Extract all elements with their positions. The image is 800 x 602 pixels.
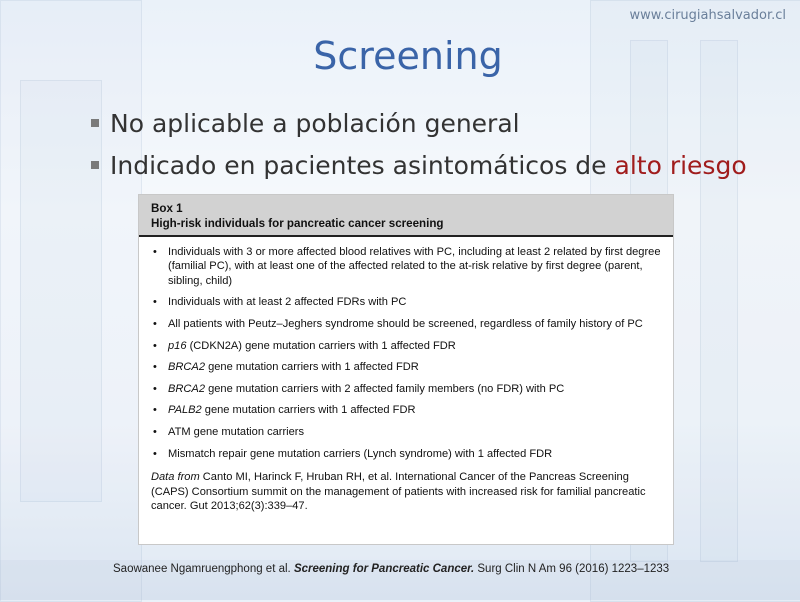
item-text: gene mutation carriers with 1 affected FDR [205,361,419,374]
gene-name: PALB2 [168,404,202,417]
source-text: Canto MI, Harinck F, Hruban RH, et al. International Cancer of the Pancreas Screening (CAPS) Consortium summit on the management of patients with increased risk for familial pancreatic cancer. Gut 2013;62(3):339–47. [151,471,646,512]
list-item [151,339,661,353]
gene-name: BRCA2 [168,382,205,395]
list-item [151,360,661,374]
bullet-highlight: alto riesgo [614,150,747,180]
list-item [151,245,661,288]
item-text: (CDKN2A) gene mutation carriers with 1 affected FDR [186,339,456,352]
high-risk-box [138,194,674,545]
box-label: Box 1 [151,202,183,215]
bullet-item [88,144,788,186]
item-text: Individuals with at least 2 affected FDRs with PC [168,296,407,309]
list-item [151,295,661,309]
item-text: gene mutation carriers with 2 affected family members (no FDR) with PC [205,382,565,395]
box-heading: High-risk individuals for pancreatic cancer screening [151,217,444,230]
list-item [151,425,661,439]
bullet-list [88,102,788,186]
box-source [139,468,673,513]
square-bullet-icon [91,161,99,169]
bullet-item [88,102,788,144]
item-text: gene mutation carriers with 1 affected FDR [201,404,416,417]
bullet-text-prefix: Indicado en pacientes asintomáticos de [110,150,615,180]
bullet-text: No aplicable a población general [110,108,520,138]
list-item [151,382,661,396]
list-item [151,317,661,331]
citation-title: Screening for Pancreatic Cancer. [293,563,475,575]
bullet-text [110,151,747,180]
citation [113,563,753,575]
item-text: All patients with Peutz–Jeghers syndrome should be screened, regardless of family history of PC [168,318,643,330]
item-text: Mismatch repair gene mutation carriers (Lynch syndrome) with 1 affected FDR [168,447,553,460]
square-bullet-icon [91,119,99,127]
citation-journal: Surg Clin N Am 96 (2016) 1223–1233 [474,563,670,575]
site-url: www.cirugiahsalvador.cl [629,8,786,23]
source-lead: Data from [151,471,200,484]
gene-name: p16 [168,339,187,352]
box-header [139,195,673,237]
list-item [151,403,661,417]
box-list [139,237,673,461]
item-text: Individuals with 3 or more affected blood relatives with PC, including at least 2 related by first degree (familial PC), with at least one of the affected related to the at-risk relative by first degree (parent, sibling, child) [168,246,661,287]
item-text: ATM gene mutation carriers [168,425,305,438]
citation-authors: Saowanee Ngamruengphong et al. [113,563,294,575]
slide-title: Screening [313,34,503,78]
gene-name: BRCA2 [168,361,205,374]
list-item [151,447,661,461]
